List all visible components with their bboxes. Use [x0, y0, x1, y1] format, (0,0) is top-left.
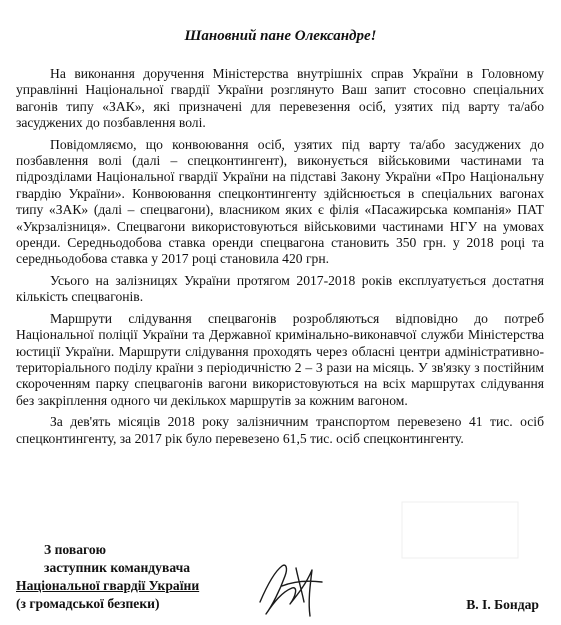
- paragraph-3: Усього на залізницях України протягом 2017-2018 років експлуатується достатня кількість спецвагонів.: [16, 272, 544, 305]
- faint-stamp-mark: [400, 500, 520, 560]
- signature-block: [16, 541, 199, 613]
- signer-department: (з громадської безпеки): [16, 596, 160, 611]
- signer-organization: Національної гвардії України: [16, 578, 200, 593]
- paragraph-4: Маршрути слідування спецвагонів розробляються відповідно до потреб Національної поліції України та Державної кримінально-виконавчої служби Міністерства юстиції України. Маршрути слідування проходять через обласні центри адміністративно-територіального поділу країни з періодичністю 2 – 3 рази на місяць. У зв'язку з постійним скороченням парку спецвагонів вагони використовуються на всіх маршрутах слідування без закріплення одного чи декількох маршрутів за кожним вагоном.: [16, 310, 544, 408]
- closing-phrase: З повагою: [44, 542, 107, 557]
- handwritten-signature: [252, 558, 330, 620]
- signer-position: заступник командувача: [44, 560, 191, 575]
- paragraph-5: За дев'ять місяців 2018 року залізничним транспортом перевезено 41 тис. осіб спецконтингенту, за 2017 рік було перевезено 61,5 тис. осіб спецконтингенту.: [16, 414, 544, 446]
- letter-body: [16, 66, 544, 452]
- greeting: Шановний пане Олександре!: [184, 28, 377, 44]
- paragraph-1: На виконання доручення Міністерства внутрішніх справ України в Головному управлінні Національної гвардії України розглянуто Ваш запит стосовно спеціальних вагонів типу «ЗАК», які призначені для перевезення осіб, узятих під варту та/або засуджених до позбавлення волі.: [16, 66, 544, 131]
- paragraph-2: Повідомляємо, що конвоювання осіб, узятих під варту та/або засуджених до позбавлення волі (далі – спецконтингент), виконується військовими частинами та підрозділами Національної гвардії України на підставі Закону України «Про Національну гвардію України». Конвоювання спецконтингенту здійснюється в спеціальних вагонах типу «ЗАК» (далі – спецвагони), власником яких є філія «Пасажирська компанія» ПАТ «Укрзалізниця». Спецвагони використовуються військовими частинами НГУ на умовах оренди. Середньодобова ставка оренди спецвагона становить 350 грн. у 2018 році та середньодобова ставка у 2017 році становила 420 грн.: [16, 136, 544, 267]
- signer-name: В. І. Бондар: [466, 597, 539, 612]
